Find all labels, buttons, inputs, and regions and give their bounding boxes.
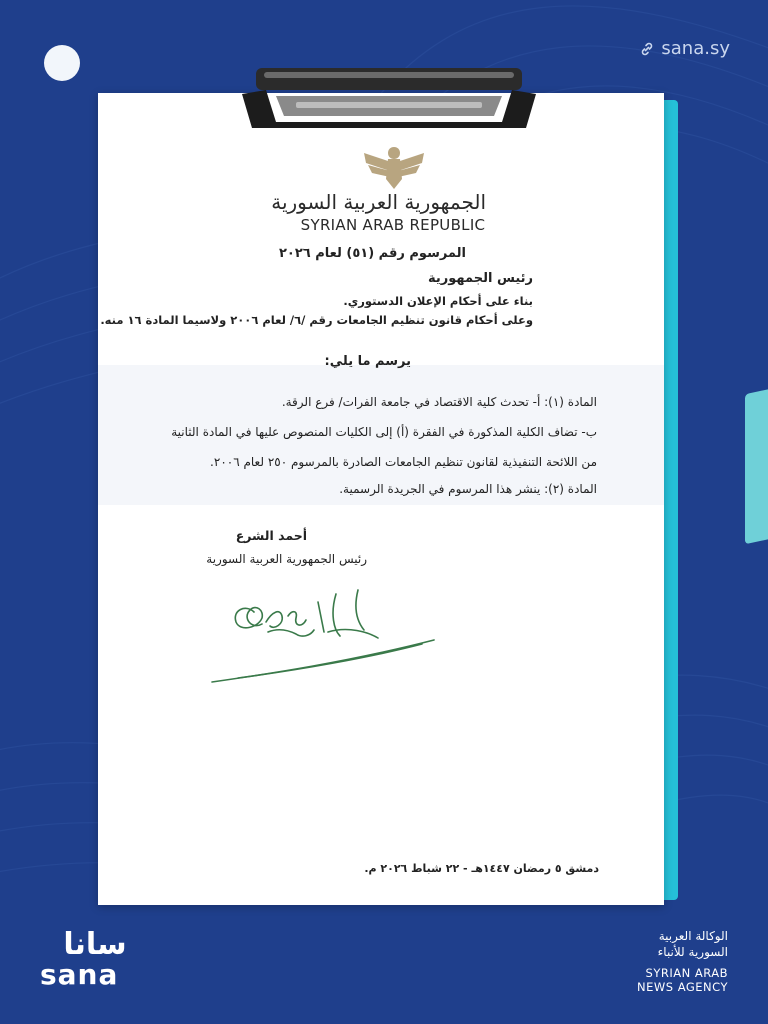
- sana-logo-english: sana: [40, 958, 119, 991]
- link-icon: [639, 41, 655, 57]
- decree-date: دمشق ٥ رمضان ١٤٤٧هـ - ٢٢ شباط ٢٠٢٦ م.: [364, 862, 599, 875]
- signature-mark: [208, 582, 438, 688]
- state-name-arabic: الجمهورية العربية السورية: [271, 190, 486, 214]
- article-1b-line-1: ب- تضاف الكلية المذكورة في الفقرة (أ) إلى الكليات المنصوص عليها في المادة الثانية: [171, 425, 597, 439]
- article-1a: المادة (١): أ- تحدث كلية الاقتصاد في جامعة الفرات/ فرع الرقة.: [281, 395, 597, 409]
- decrees-heading: يرسم ما يلي:: [324, 354, 411, 369]
- legal-basis-1: بناء على أحكام الإعلان الدستوري.: [343, 294, 533, 308]
- agency-name: [588, 928, 728, 994]
- signer-title: رئيس الجمهورية العربية السورية: [206, 552, 367, 566]
- decree-document: [98, 93, 664, 905]
- agency-name-arabic-1: الوكالة العربية: [658, 929, 728, 943]
- agency-name-english-1: SYRIAN ARAB: [645, 966, 728, 980]
- source-label: sana.sy: [661, 38, 730, 59]
- decree-title: المرسوم رقم (٥١) لعام ٢٠٢٦: [278, 246, 466, 261]
- agency-name-english-2: NEWS AGENCY: [637, 980, 728, 994]
- state-name-english: SYRIAN ARAB REPUBLIC: [300, 216, 486, 234]
- signer-name: أحمد الشرع: [235, 528, 307, 543]
- decorative-circle: [44, 45, 80, 81]
- president-heading: رئيس الجمهورية: [428, 271, 533, 286]
- sana-logo: [40, 927, 150, 991]
- legal-basis-2: وعلى أحكام قانون تنظيم الجامعات رقم /٦/ لعام ٢٠٠٦ ولاسيما المادة ١٦ منه.: [100, 313, 533, 327]
- eagle-emblem-icon: [360, 141, 428, 191]
- source-link[interactable]: [639, 38, 730, 59]
- article-2: المادة (٢): ينشر هذا المرسوم في الجريدة الرسمية.: [339, 482, 597, 496]
- decorative-teal-flap: [745, 386, 768, 545]
- clipboard-clip-icon: [236, 64, 542, 132]
- agency-name-arabic-2: السورية للأنباء: [657, 945, 728, 959]
- article-1b-line-2: من اللائحة التنفيذية لقانون تنظيم الجامعات الصادرة بالمرسوم ٢٥٠ لعام ٢٠٠٦.: [210, 455, 597, 469]
- sana-logo-arabic: سانا: [63, 927, 127, 962]
